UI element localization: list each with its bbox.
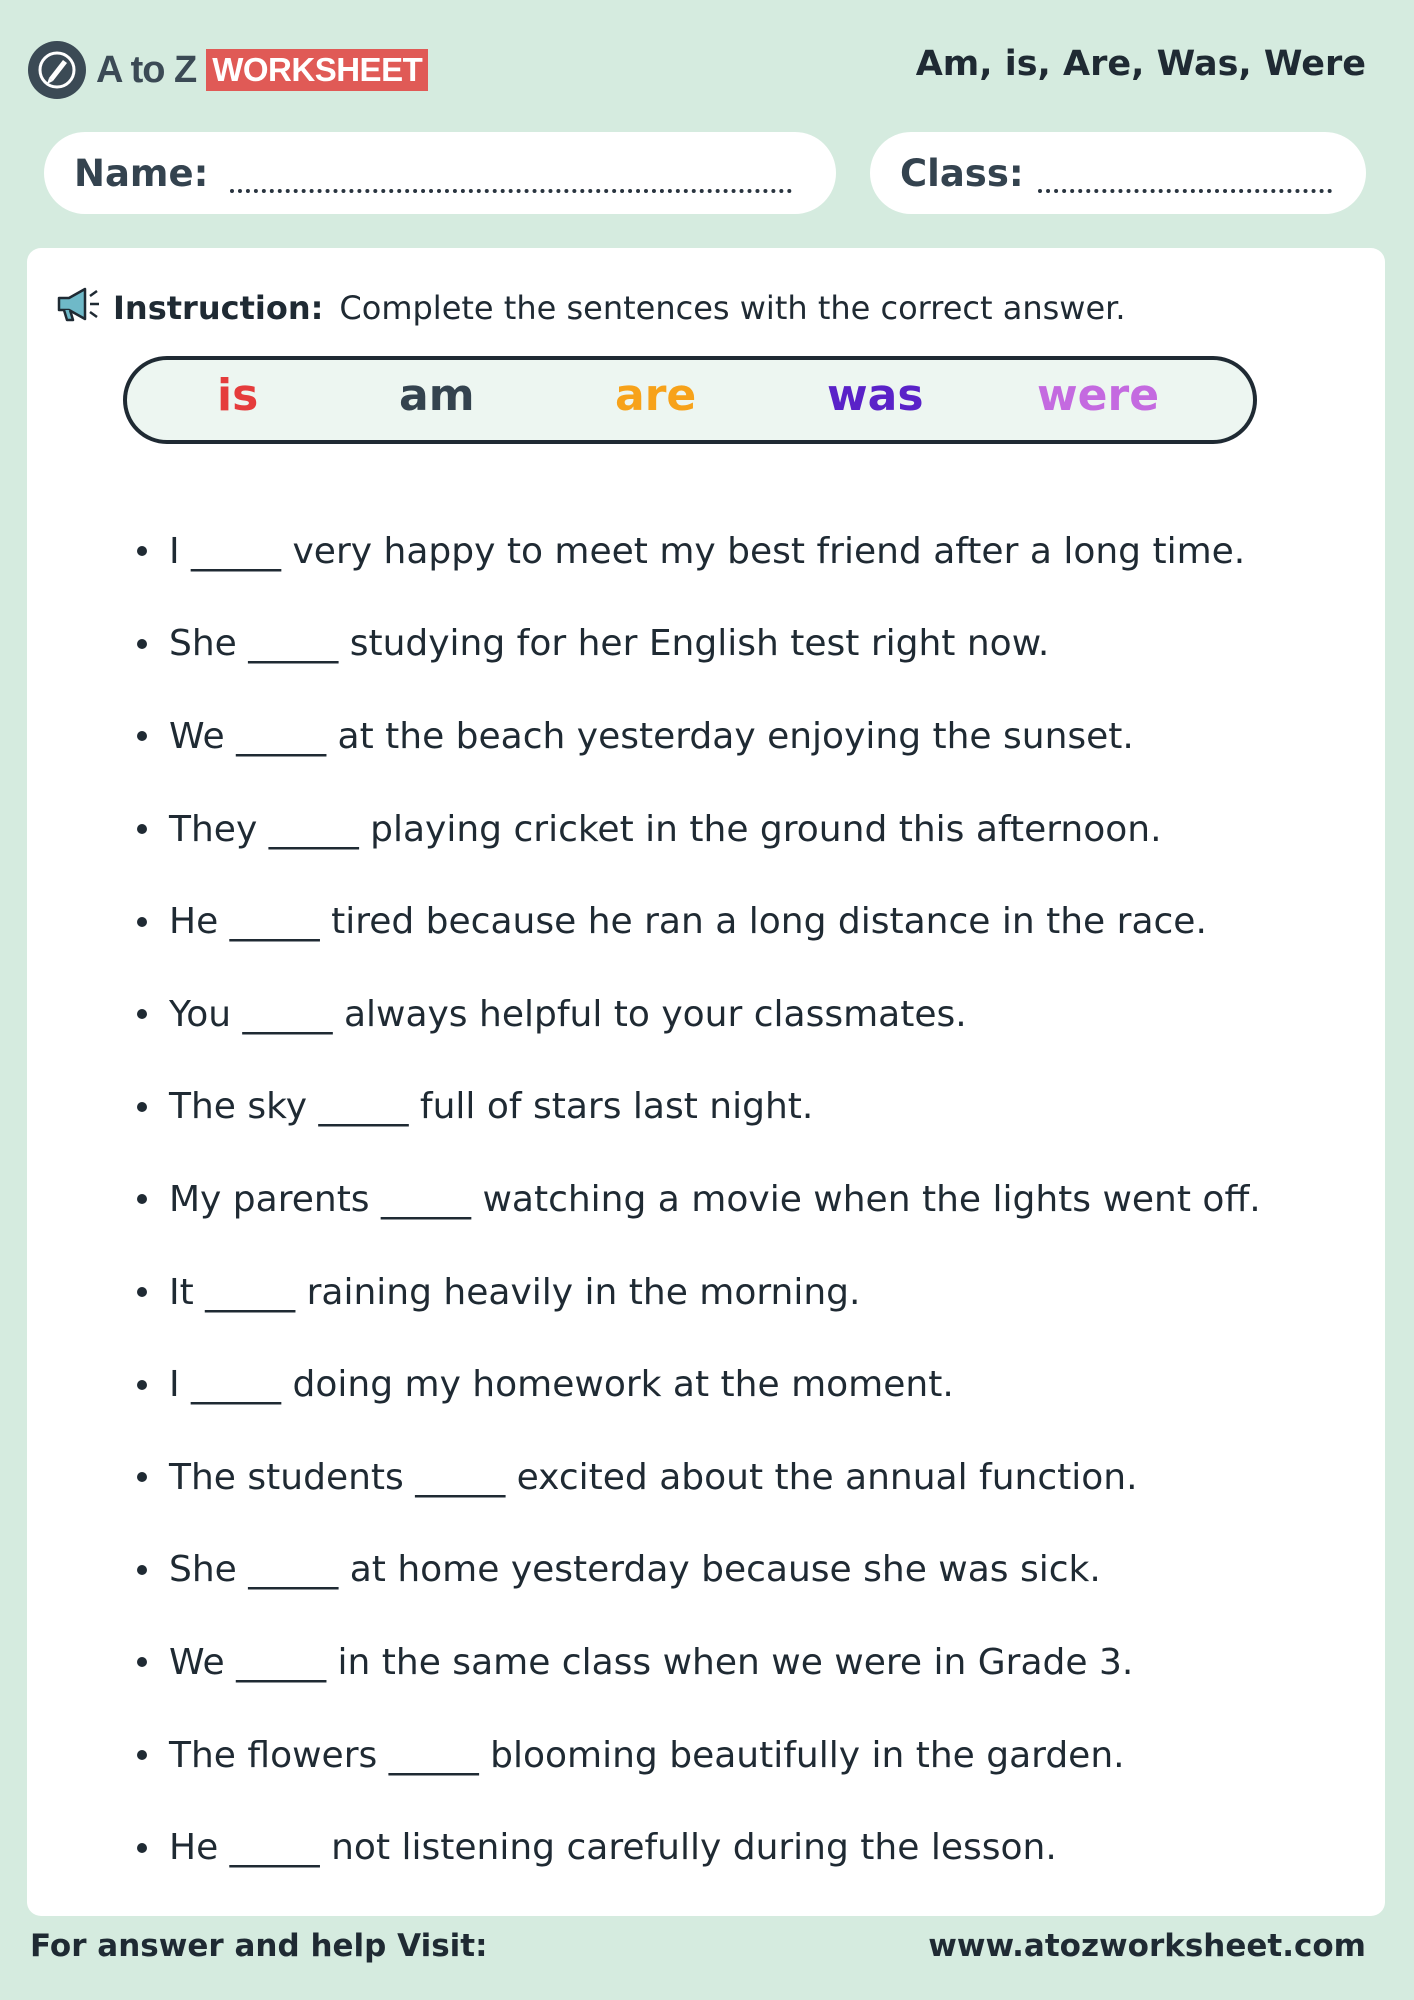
bullet (137, 1750, 147, 1760)
question-text: My parents _____ watching a movie when the lights went off. (169, 1178, 1261, 1220)
bullet (137, 1472, 147, 1482)
question-item[interactable] (137, 783, 1337, 876)
question-text: You _____ always helpful to your classmates. (169, 993, 967, 1035)
word-bank-item: are (615, 370, 697, 421)
question-item[interactable] (137, 598, 1337, 691)
question-text: He _____ tired because he ran a long distance in the race. (169, 901, 1207, 943)
megaphone-icon (55, 284, 103, 332)
name-field[interactable] (44, 132, 836, 214)
bullet (137, 1009, 147, 1019)
question-list (137, 505, 1337, 1894)
class-field[interactable] (870, 132, 1366, 214)
bullet (137, 1380, 147, 1390)
instruction-label: Instruction: (113, 289, 324, 327)
question-item[interactable] (137, 1061, 1337, 1154)
bullet (137, 731, 147, 741)
word-bank-item: is (217, 370, 259, 421)
bullet (137, 1565, 147, 1575)
site-logo (28, 38, 428, 102)
question-text: They _____ playing cricket in the ground this afternoon. (169, 808, 1162, 850)
question-text: We _____ at the beach yesterday enjoying the sunset. (169, 715, 1134, 757)
class-label: Class: (900, 151, 1024, 195)
footer-website-link[interactable]: www.atozworksheet.com (928, 1928, 1366, 1964)
word-bank-item: am (399, 370, 475, 421)
bullet (137, 639, 147, 649)
question-item[interactable] (137, 1524, 1337, 1617)
question-text: The sky _____ full of stars last night. (169, 1086, 814, 1128)
bullet (137, 917, 147, 927)
logo-text: A to Z (96, 48, 197, 91)
question-text: I _____ doing my homework at the moment. (169, 1364, 954, 1406)
bullet (137, 1102, 147, 1112)
question-text: She _____ studying for her English test right now. (169, 623, 1050, 665)
pencil-logo-icon (28, 41, 86, 99)
question-text: It _____ raining heavily in the morning. (169, 1271, 861, 1313)
question-text: The flowers _____ blooming beautifully in the garden. (169, 1734, 1125, 1776)
worksheet-title: Am, is, Are, Was, Were (915, 44, 1366, 84)
instruction-row (55, 284, 1126, 332)
word-bank (123, 356, 1257, 444)
question-item[interactable] (137, 1616, 1337, 1709)
bullet (137, 546, 147, 556)
bullet (137, 1287, 147, 1297)
question-item[interactable] (137, 1431, 1337, 1524)
question-item[interactable] (137, 505, 1337, 598)
bullet (137, 824, 147, 834)
bullet (137, 1194, 147, 1204)
question-item[interactable] (137, 968, 1337, 1061)
question-text: The students _____ excited about the annual function. (169, 1456, 1138, 1498)
name-dotted-line[interactable] (230, 165, 792, 193)
logo-tag: WORKSHEET (206, 49, 428, 91)
question-item[interactable] (137, 1709, 1337, 1802)
question-item[interactable] (137, 1801, 1337, 1894)
question-item[interactable] (137, 1246, 1337, 1339)
instruction-text: Complete the sentences with the correct answer. (339, 289, 1126, 327)
question-item[interactable] (137, 875, 1337, 968)
question-text: She _____ at home yesterday because she was sick. (169, 1549, 1101, 1591)
question-item[interactable] (137, 1153, 1337, 1246)
word-bank-item: was (827, 370, 924, 421)
page-header (0, 0, 1414, 120)
question-text: He _____ not listening carefully during the lesson. (169, 1827, 1057, 1869)
question-item[interactable] (137, 690, 1337, 783)
footer-help-text: For answer and help Visit: (30, 1928, 488, 1964)
question-text: We _____ in the same class when we were in Grade 3. (169, 1641, 1134, 1683)
word-bank-item: were (1037, 370, 1160, 421)
worksheet-panel (27, 248, 1385, 1916)
bullet (137, 1843, 147, 1853)
question-item[interactable] (137, 1338, 1337, 1431)
name-label: Name: (74, 151, 209, 195)
bullet (137, 1657, 147, 1667)
question-text: I _____ very happy to meet my best friend after a long time. (169, 530, 1246, 572)
class-dotted-line[interactable] (1038, 165, 1332, 193)
